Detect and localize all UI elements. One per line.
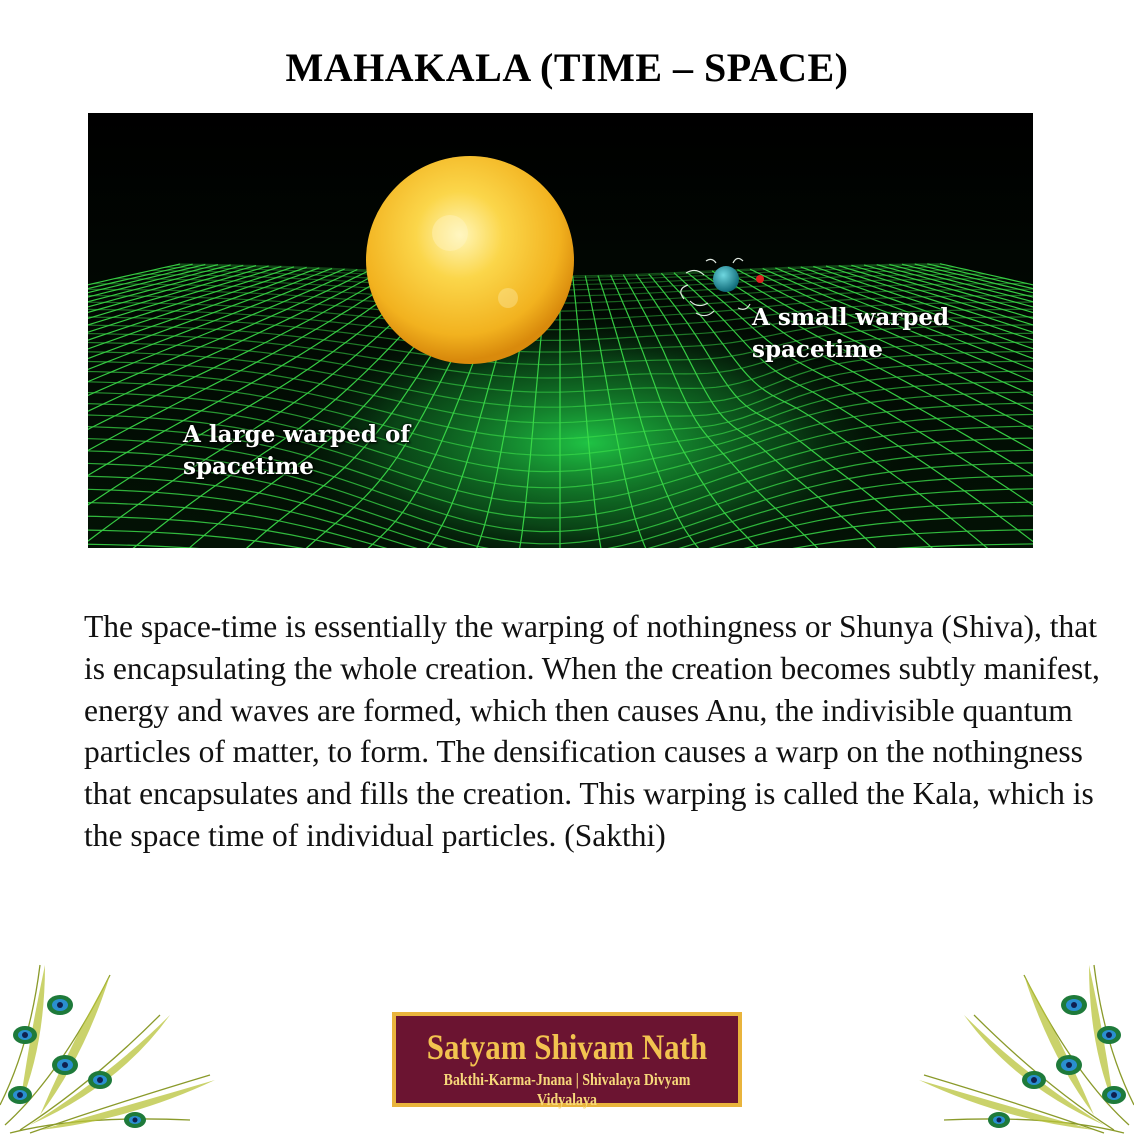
body-paragraph: The space-time is essentially the warping of nothingness or Shunya (Shiva), that is encapsulating the whole creation. When the creation becomes subtly manifest, energy and waves are formed, which then causes Anu, the indivisible quantum particles of matter, to form. The densification causes a warp on the nothingness that encapsulates and fills the creation. This warping is called the Kala, which is the space time of individual particles. (Sakthi) xyxy=(84,609,1100,853)
peacock-feather-right-icon xyxy=(914,955,1134,1134)
page-title: MAHAKALA (TIME – SPACE) xyxy=(285,45,849,90)
spacetime-illustration xyxy=(88,113,1033,548)
peacock-feather-left-icon xyxy=(0,955,220,1134)
large-warp-label: A large warped of spacetime xyxy=(183,421,411,480)
logo-name: Satyam Shivam Nath xyxy=(426,1027,708,1067)
sun-shape xyxy=(366,156,574,364)
small-warp-label: A small warped spacetime xyxy=(752,304,950,363)
logo-tagline: Bakthi-Karma-Jnana | Shivalaya Divyam Vidyalaya xyxy=(443,1070,691,1109)
brand-logo xyxy=(392,1012,742,1107)
